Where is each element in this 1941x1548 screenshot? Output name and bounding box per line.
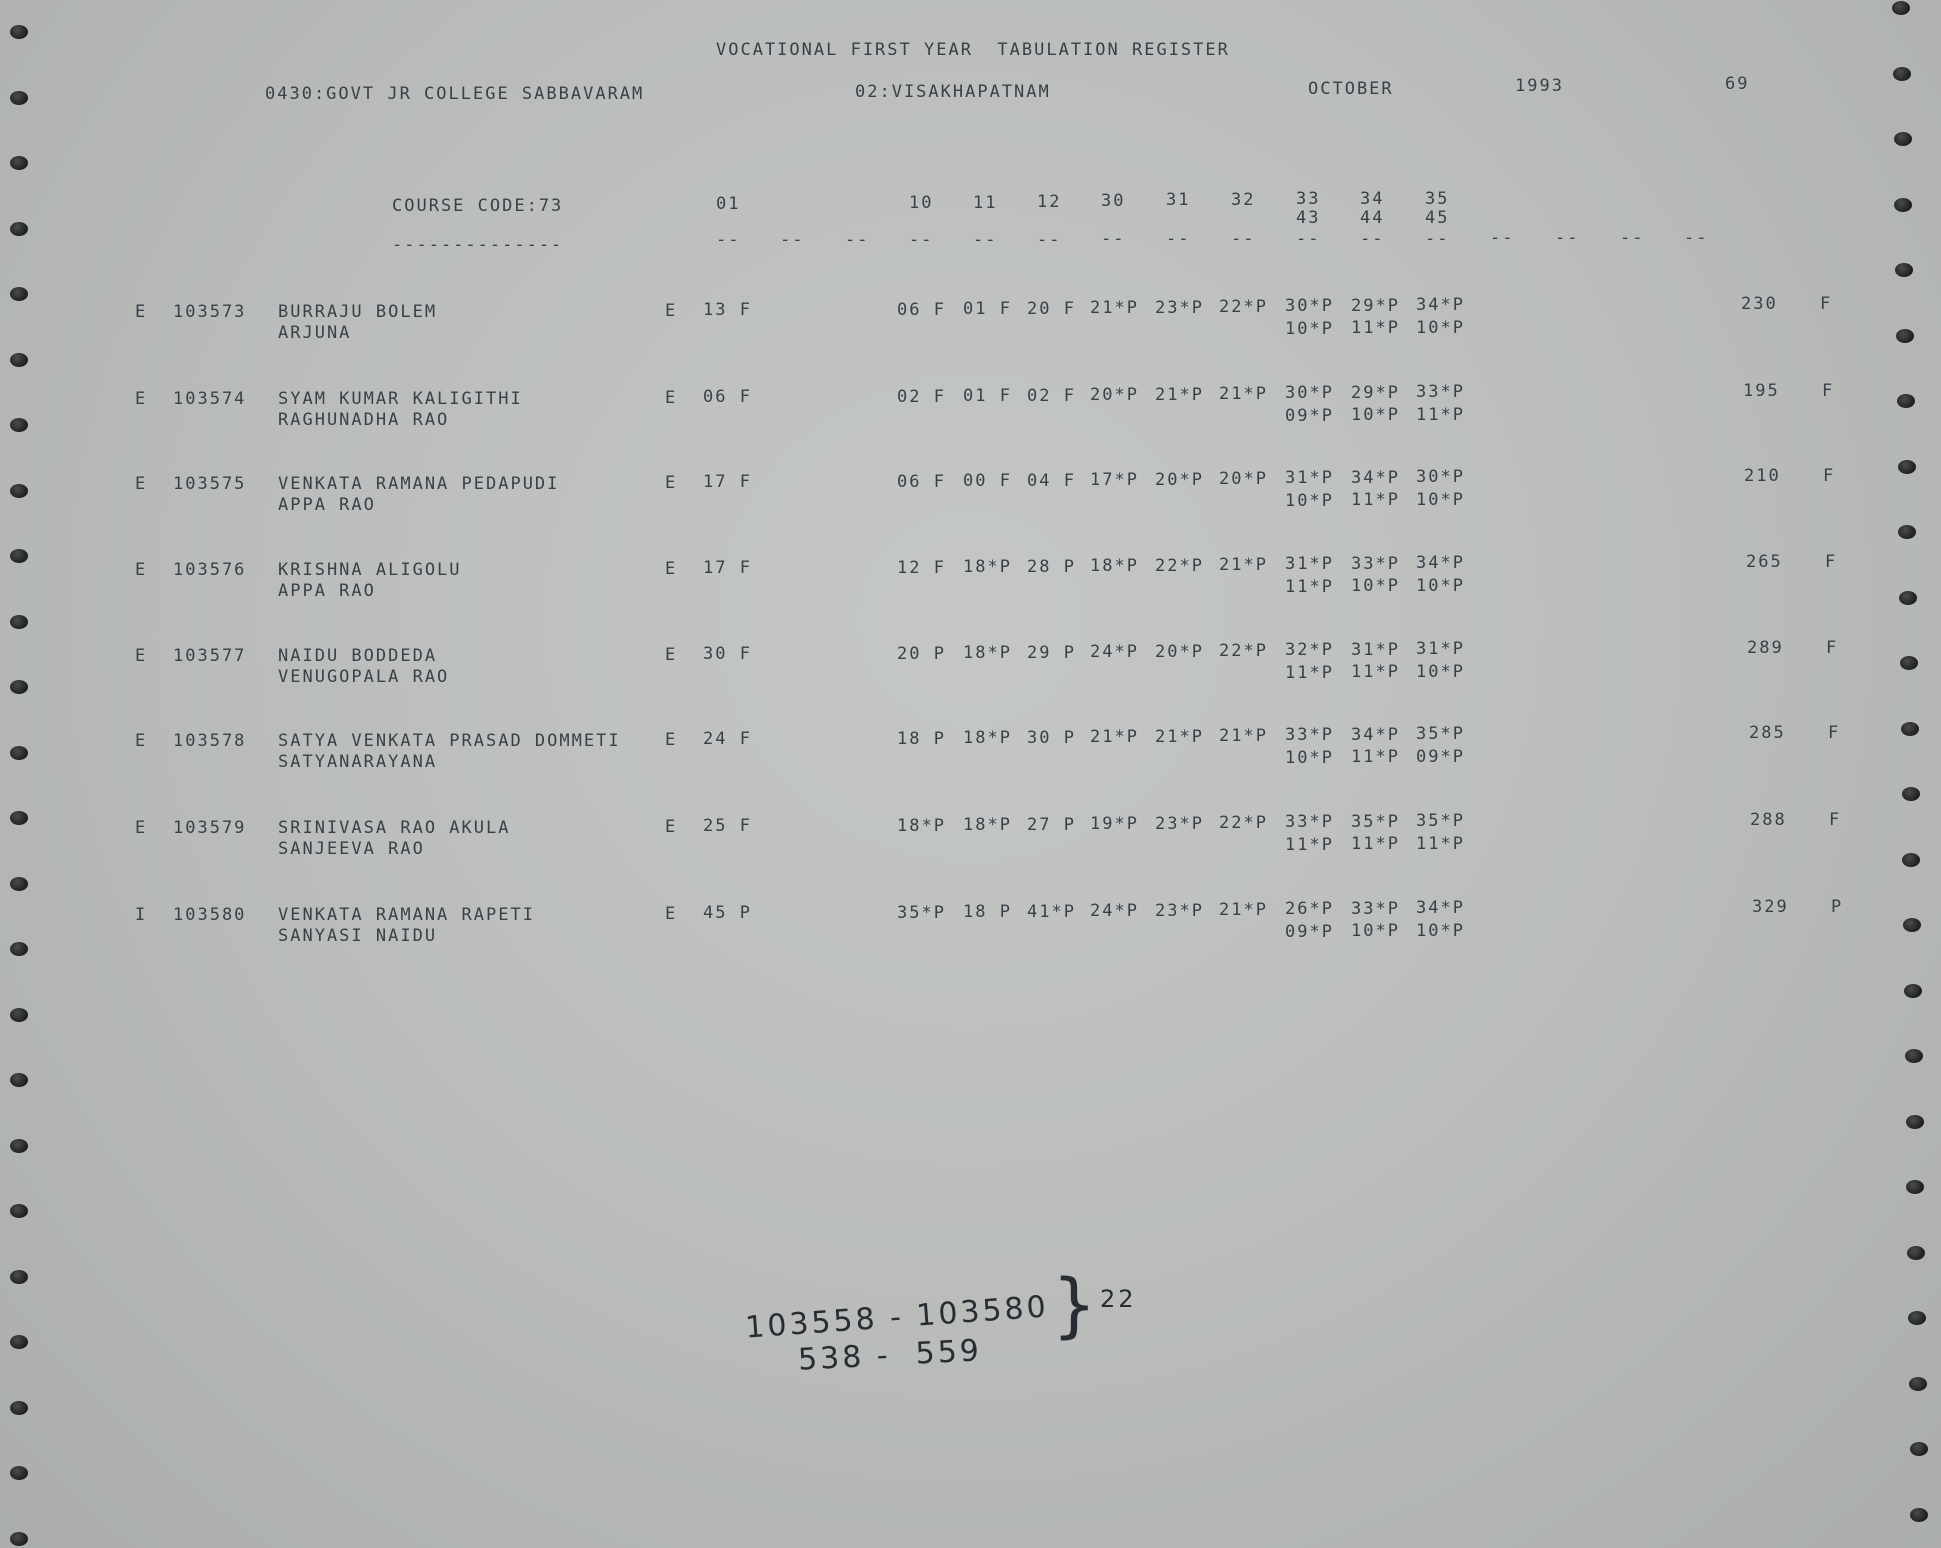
subject-01-mark: 25 F <box>703 816 752 836</box>
subject-mark: 34*P <box>1351 725 1400 745</box>
student-name: SYAM KUMAR KALIGITHI <box>278 389 523 409</box>
col-dash: -- <box>780 230 805 250</box>
total-marks: 329 <box>1752 897 1789 917</box>
col-code-35: 35 <box>1425 189 1450 209</box>
handwritten-range: 103558 - 103580 <box>744 1289 1050 1346</box>
subject-mark: 18*P <box>897 816 946 836</box>
language-code: E <box>665 388 678 408</box>
exam-year: 1993 <box>1515 76 1564 96</box>
student-name: NAIDU BODDEDA <box>278 646 438 666</box>
subject-mark: 18*P <box>963 557 1012 577</box>
subject-mark: 20*P <box>1155 642 1204 662</box>
feed-hole <box>10 942 28 956</box>
subject-mark-second: 11*P <box>1351 318 1400 338</box>
subject-mark: 31*P <box>1351 640 1400 660</box>
feed-hole <box>1908 1311 1926 1325</box>
col-dash: -- <box>909 230 934 250</box>
feed-hole <box>1900 656 1918 670</box>
student-name: KRISHNA ALIGOLU <box>278 560 462 580</box>
subject-mark: 04 F <box>1027 471 1076 491</box>
roll-number: 103577 <box>173 646 247 666</box>
total-marks: 285 <box>1749 723 1786 743</box>
feed-hole <box>1898 460 1916 474</box>
subject-mark-second: 10*P <box>1416 318 1465 338</box>
total-marks: 265 <box>1746 552 1783 572</box>
feed-hole <box>10 91 28 105</box>
language-code: E <box>665 730 678 750</box>
record-type: E <box>135 389 148 409</box>
feed-hole <box>1905 1049 1923 1063</box>
col-code-11: 11 <box>973 193 998 213</box>
subject-mark: 26*P <box>1285 899 1334 919</box>
col-code-12: 12 <box>1037 192 1062 212</box>
subject-mark-second: 10*P <box>1285 491 1334 511</box>
subject-mark: 21*P <box>1155 727 1204 747</box>
subject-mark: 33*P <box>1351 554 1400 574</box>
student-name: VENKATA RAMANA RAPETI <box>278 905 535 925</box>
feed-hole <box>1894 132 1912 146</box>
subject-mark: 30 P <box>1027 728 1076 748</box>
subject-mark: 21*P <box>1090 298 1139 318</box>
subject-mark: 21*P <box>1090 727 1139 747</box>
feed-hole <box>10 1401 28 1415</box>
roll-number: 103580 <box>173 905 247 925</box>
roll-number: 103575 <box>173 474 247 494</box>
subject-mark: 06 F <box>897 472 946 492</box>
subject-mark: 20*P <box>1219 469 1268 489</box>
subject-mark: 29*P <box>1351 383 1400 403</box>
feed-hole <box>10 1270 28 1284</box>
col-code-32: 32 <box>1231 190 1256 210</box>
feed-hole <box>1897 394 1915 408</box>
subject-mark: 18 P <box>897 729 946 749</box>
feed-hole <box>10 1139 28 1153</box>
subject-mark: 18*P <box>963 643 1012 663</box>
subject-mark: 22*P <box>1219 641 1268 661</box>
col-code-31: 31 <box>1166 190 1191 210</box>
record-type: I <box>135 905 148 925</box>
parent-name: APPA RAO <box>278 495 376 515</box>
subject-mark-second: 10*P <box>1351 576 1400 596</box>
parent-name: SATYANARAYANA <box>278 752 438 772</box>
feed-hole <box>1910 1442 1928 1456</box>
subject-mark: 21*P <box>1155 385 1204 405</box>
subject-mark: 31*P <box>1285 554 1334 574</box>
record-type: E <box>135 302 148 322</box>
subject-mark: 20*P <box>1090 385 1139 405</box>
language-code: E <box>665 473 678 493</box>
roll-number: 103579 <box>173 818 247 838</box>
col-dash: -- <box>1555 228 1580 248</box>
subject-mark: 22*P <box>1219 297 1268 317</box>
feed-hole <box>10 156 28 170</box>
subject-mark: 18*P <box>1090 556 1139 576</box>
feed-hole <box>1896 329 1914 343</box>
feed-hole <box>1893 67 1911 81</box>
col-code-01: 01 <box>716 194 741 214</box>
course-code: COURSE CODE:73 <box>392 196 564 216</box>
subject-mark: 35*P <box>1416 811 1465 831</box>
col-code-33: 33 <box>1296 189 1321 209</box>
register-title: VOCATIONAL FIRST YEAR TABULATION REGISTER <box>716 40 1230 60</box>
result-code: P <box>1831 897 1844 917</box>
parent-name: APPA RAO <box>278 581 376 601</box>
roll-number: 103573 <box>173 302 247 322</box>
feed-hole <box>10 287 28 301</box>
feed-hole <box>10 1532 28 1546</box>
subject-mark: 19*P <box>1090 814 1139 834</box>
subject-mark: 18*P <box>963 815 1012 835</box>
subject-mark: 30*P <box>1285 383 1334 403</box>
feed-hole <box>1910 1508 1928 1522</box>
feed-hole <box>10 680 28 694</box>
feed-hole <box>10 1073 28 1087</box>
subject-mark: 24*P <box>1090 642 1139 662</box>
parent-name: SANYASI NAIDU <box>278 926 438 946</box>
total-marks: 289 <box>1747 638 1784 658</box>
col-dash: -- <box>1684 228 1709 248</box>
feed-hole <box>1902 853 1920 867</box>
subject-01-mark: 24 F <box>703 729 752 749</box>
parent-name: SANJEEVA RAO <box>278 839 425 859</box>
roll-number: 103576 <box>173 560 247 580</box>
subject-mark: 29*P <box>1351 296 1400 316</box>
subject-mark-second: 11*P <box>1285 577 1334 597</box>
subject-mark: 30*P <box>1285 296 1334 316</box>
subject-mark: 35*P <box>1416 724 1465 744</box>
subject-mark: 34*P <box>1416 898 1465 918</box>
total-marks: 288 <box>1750 810 1787 830</box>
feed-hole <box>10 484 28 498</box>
subject-mark-second: 11*P <box>1351 834 1400 854</box>
parent-name: VENUGOPALA RAO <box>278 667 450 687</box>
result-code: F <box>1822 381 1835 401</box>
feed-hole <box>10 811 28 825</box>
feed-hole <box>10 353 28 367</box>
result-code: F <box>1828 723 1841 743</box>
total-marks: 210 <box>1744 466 1781 486</box>
subject-01-mark: 06 F <box>703 387 752 407</box>
feed-hole <box>10 1008 28 1022</box>
subject-mark: 31*P <box>1285 468 1334 488</box>
feed-hole <box>1898 525 1916 539</box>
feed-hole <box>1901 722 1919 736</box>
result-code: F <box>1829 810 1842 830</box>
subject-mark-second: 10*P <box>1416 576 1465 596</box>
language-code: E <box>665 645 678 665</box>
subject-mark: 22*P <box>1155 556 1204 576</box>
subject-mark: 34*P <box>1351 468 1400 488</box>
subject-mark-second: 11*P <box>1416 405 1465 425</box>
col-dash: -- <box>716 230 741 250</box>
parent-name: ARJUNA <box>278 323 352 343</box>
subject-mark: 21*P <box>1219 555 1268 575</box>
feed-hole <box>1903 918 1921 932</box>
subject-mark-second: 11*P <box>1416 834 1465 854</box>
subject-mark: 27 P <box>1027 815 1076 835</box>
result-code: F <box>1825 552 1838 572</box>
subject-mark: 28 P <box>1027 557 1076 577</box>
col-code-45: 45 <box>1425 208 1450 228</box>
feed-hole <box>10 1466 28 1480</box>
col-dash: -- <box>973 230 998 250</box>
subject-mark: 33*P <box>1285 725 1334 745</box>
subject-mark-second: 09*P <box>1285 406 1334 426</box>
subject-mark: 01 F <box>963 299 1012 319</box>
result-code: F <box>1826 638 1839 658</box>
subject-mark-second: 09*P <box>1285 922 1334 942</box>
subject-mark: 33*P <box>1351 899 1400 919</box>
feed-hole <box>10 877 28 891</box>
feed-hole <box>10 746 28 760</box>
feed-hole <box>10 222 28 236</box>
record-type: E <box>135 474 148 494</box>
total-marks: 230 <box>1741 294 1778 314</box>
subject-mark-second: 10*P <box>1285 319 1334 339</box>
district-name: 02:VISAKHAPATNAM <box>855 82 1051 102</box>
student-name: SATYA VENKATA PRASAD DOMMETI <box>278 731 621 751</box>
handwritten-range-2: 538 - 559 <box>797 1333 983 1378</box>
subject-mark: 02 F <box>1027 386 1076 406</box>
subject-mark-second: 10*P <box>1416 490 1465 510</box>
subject-mark: 20 F <box>1027 299 1076 319</box>
record-type: E <box>135 646 148 666</box>
subject-mark: 21*P <box>1219 726 1268 746</box>
subject-mark: 23*P <box>1155 298 1204 318</box>
subject-mark-second: 10*P <box>1416 921 1465 941</box>
subject-mark: 24*P <box>1090 901 1139 921</box>
record-type: E <box>135 731 148 751</box>
feed-hole <box>1895 263 1913 277</box>
subject-mark-second: 11*P <box>1351 747 1400 767</box>
col-dash: -- <box>1620 228 1645 248</box>
feed-hole <box>1892 1 1910 15</box>
feed-hole <box>1894 198 1912 212</box>
subject-mark-second: 11*P <box>1351 490 1400 510</box>
feed-hole <box>1909 1377 1927 1391</box>
record-type: E <box>135 818 148 838</box>
total-marks: 195 <box>1743 381 1780 401</box>
subject-mark-second: 10*P <box>1351 405 1400 425</box>
record-type: E <box>135 560 148 580</box>
subject-mark: 22*P <box>1219 813 1268 833</box>
col-code-44: 44 <box>1360 208 1385 228</box>
col-code-43: 43 <box>1296 208 1321 228</box>
subject-mark: 23*P <box>1155 814 1204 834</box>
handwritten-count: 22 <box>1100 1285 1137 1313</box>
feed-hole <box>1902 787 1920 801</box>
handwritten-brace: } <box>1052 1264 1097 1346</box>
subject-mark-second: 10*P <box>1416 662 1465 682</box>
subject-mark-second: 09*P <box>1416 747 1465 767</box>
feed-hole <box>10 549 28 563</box>
subject-mark: 17*P <box>1090 470 1139 490</box>
subject-mark: 02 F <box>897 387 946 407</box>
col-code-10: 10 <box>909 193 934 213</box>
subject-mark: 34*P <box>1416 553 1465 573</box>
subject-mark-second: 11*P <box>1285 663 1334 683</box>
subject-mark: 12 F <box>897 558 946 578</box>
subject-mark: 34*P <box>1416 295 1465 315</box>
feed-hole <box>10 25 28 39</box>
subject-mark: 20*P <box>1155 470 1204 490</box>
col-dash: -- <box>1037 230 1062 250</box>
feed-hole <box>10 1204 28 1218</box>
subject-01-mark: 45 P <box>703 903 752 923</box>
student-name: SRINIVASA RAO AKULA <box>278 818 511 838</box>
feed-hole <box>10 418 28 432</box>
language-code: E <box>665 301 678 321</box>
subject-mark: 20 P <box>897 644 946 664</box>
exam-month: OCTOBER <box>1308 79 1394 99</box>
feed-hole <box>1906 1115 1924 1129</box>
col-dash: -- <box>1101 229 1126 249</box>
feed-hole <box>1899 591 1917 605</box>
subject-mark: 18 P <box>963 902 1012 922</box>
subject-mark: 06 F <box>897 300 946 320</box>
feed-hole <box>1906 1180 1924 1194</box>
col-dash: -- <box>1425 229 1450 249</box>
subject-mark: 33*P <box>1416 382 1465 402</box>
roll-number: 103574 <box>173 389 247 409</box>
subject-01-mark: 17 F <box>703 558 752 578</box>
language-code: E <box>665 559 678 579</box>
col-code-34: 34 <box>1360 189 1385 209</box>
subject-mark: 21*P <box>1219 384 1268 404</box>
subject-mark: 31*P <box>1416 639 1465 659</box>
col-dash: -- <box>1166 229 1191 249</box>
subject-mark: 32*P <box>1285 640 1334 660</box>
col-code-30: 30 <box>1101 191 1126 211</box>
subject-01-mark: 13 F <box>703 300 752 320</box>
subject-01-mark: 30 F <box>703 644 752 664</box>
subject-mark: 29 P <box>1027 643 1076 663</box>
page-number: 69 <box>1725 74 1750 94</box>
subject-mark-second: 10*P <box>1285 748 1334 768</box>
college-name: 0430:GOVT JR COLLEGE SABBAVARAM <box>265 84 645 104</box>
subject-01-mark: 17 F <box>703 472 752 492</box>
subject-mark: 41*P <box>1027 902 1076 922</box>
roll-number: 103578 <box>173 731 247 751</box>
col-dash: -- <box>1490 228 1515 248</box>
feed-hole <box>10 1335 28 1349</box>
subject-mark-second: 11*P <box>1351 662 1400 682</box>
subject-mark: 23*P <box>1155 901 1204 921</box>
language-code: E <box>665 904 678 924</box>
col-dash: -- <box>845 230 870 250</box>
feed-hole <box>1904 984 1922 998</box>
student-name: BURRAJU BOLEM <box>278 302 438 322</box>
language-code: E <box>665 817 678 837</box>
col-dash: -- <box>1296 229 1321 249</box>
feed-hole <box>1907 1246 1925 1260</box>
subject-mark: 35*P <box>897 903 946 923</box>
student-name: VENKATA RAMANA PEDAPUDI <box>278 474 560 494</box>
course-code-underline: -------------- <box>392 235 564 255</box>
result-code: F <box>1820 294 1833 314</box>
subject-mark: 21*P <box>1219 900 1268 920</box>
subject-mark: 18*P <box>963 728 1012 748</box>
col-dash: -- <box>1231 229 1256 249</box>
subject-mark-second: 11*P <box>1285 835 1334 855</box>
subject-mark: 00 F <box>963 471 1012 491</box>
subject-mark: 33*P <box>1285 812 1334 832</box>
subject-mark: 35*P <box>1351 812 1400 832</box>
subject-mark: 30*P <box>1416 467 1465 487</box>
parent-name: RAGHUNADHA RAO <box>278 410 450 430</box>
col-dash: -- <box>1360 229 1385 249</box>
subject-mark-second: 10*P <box>1351 921 1400 941</box>
subject-mark: 01 F <box>963 386 1012 406</box>
result-code: F <box>1823 466 1836 486</box>
feed-hole <box>10 615 28 629</box>
